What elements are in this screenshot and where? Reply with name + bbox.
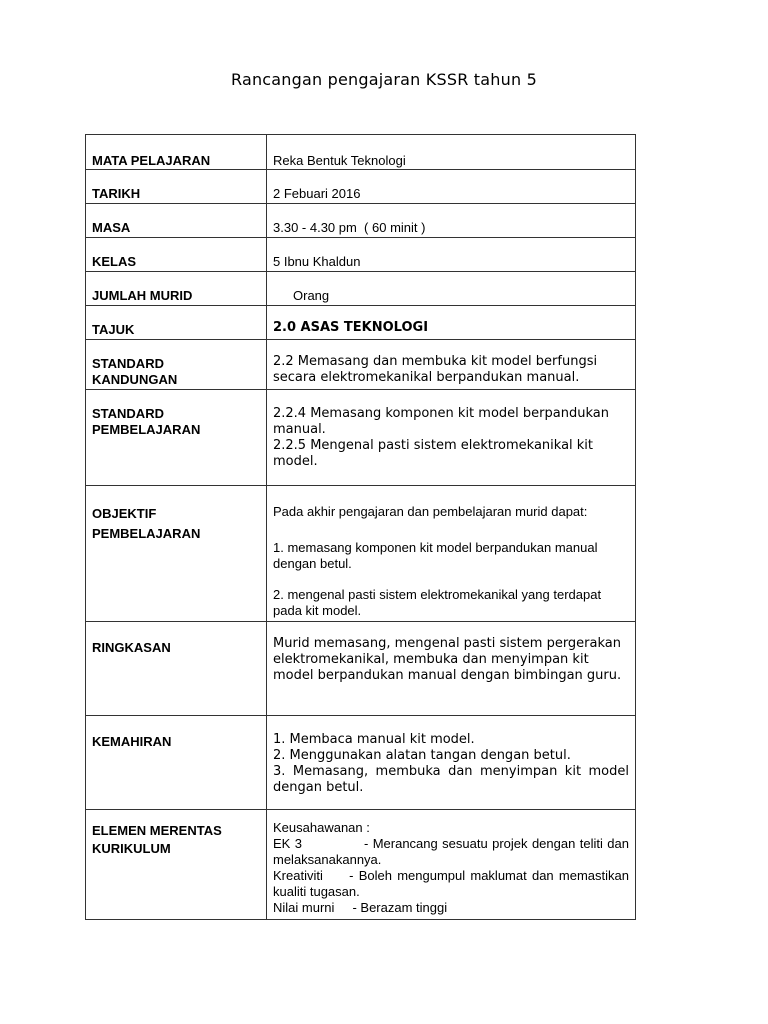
list-item: 1. memasang komponen kit model berpandukan manual dengan betul. [273,540,598,571]
label-standard-pembelajaran [86,390,267,486]
list-item: Nilai murni - Berazam tinggi [273,900,448,915]
list-item: 3. Memasang, membuka dan menyimpan kit model dengan betul. [273,764,629,795]
value-standard-pembelajaran [267,390,636,486]
table-row [86,204,636,238]
label-line: KURIKULUM [92,841,171,856]
list-item: Kreativiti - Boleh mengumpul maklumat dan memastikan kualiti tugasan. [273,868,637,899]
table-row [86,340,636,390]
label-line: STANDARD [92,406,164,421]
label-kemahiran: KEMAHIRAN [86,716,267,810]
table-row [86,486,636,622]
label-masa: MASA [86,204,267,238]
table-row [86,390,636,486]
value-masa: 3.30 - 4.30 pm ( 60 minit ) [267,204,636,238]
label-line: OBJEKTIF [92,506,157,521]
value-jumlah-murid: Orang [267,272,636,306]
label-jumlah-murid: JUMLAH MURID [86,272,267,306]
elemen-heading: Keusahawanan : [273,820,370,835]
label-line: ELEMEN MERENTAS [92,823,222,838]
value-tajuk: 2.0 ASAS TEKNOLOGI [267,306,636,340]
page-title: Rancangan pengajaran KSSR tahun 5 [231,70,537,89]
lesson-plan-table [85,134,636,920]
label-line: PEMBELAJARAN [92,526,201,541]
label-line: STANDARD [92,356,164,371]
value-ringkasan: Murid memasang, mengenal pasti sistem pergerakan elektromekanikal, membuka dan menyimpan kit model berpandukan manual dengan bimbingan guru. [267,622,636,716]
table-row [86,170,636,204]
table-row [86,272,636,306]
value-tarikh: 2 Febuari 2016 [267,170,636,204]
label-tarikh: TARIKH [86,170,267,204]
value-mata-pelajaran: Reka Bentuk Teknologi [267,135,636,170]
list-item: 2. mengenal pasti sistem elektromekanikal yang terdapat pada kit model. [273,587,602,618]
value-standard-kandungan: 2.2 Memasang dan membuka kit model berfungsi secara elektromekanikal berpandukan manual. [267,340,636,390]
label-tajuk: TAJUK [86,306,267,340]
label-kelas: KELAS [86,238,267,272]
label-standard-kandungan [86,340,267,390]
table-row [86,238,636,272]
list-item: 2. Menggunakan alatan tangan dengan betul. [273,748,571,763]
objective-intro: Pada akhir pengajaran dan pembelajaran murid dapat: [273,504,588,519]
label-line: KANDUNGAN [92,372,178,387]
label-objektif [86,486,267,622]
label-line: PEMBELAJARAN [92,422,201,437]
value-elemen [267,810,636,920]
list-item: 2.2.4 Memasang komponen kit model berpandukan manual. [273,406,609,437]
label-elemen [86,810,267,920]
label-ringkasan: RINGKASAN [86,622,267,716]
table-row [86,810,636,920]
table-row [86,622,636,716]
list-item: 1. Membaca manual kit model. [273,732,475,747]
list-item: EK 3 - Merancang sesuatu projek dengan teliti dan melaksanakannya. [273,836,633,867]
value-kemahiran [267,716,636,810]
label-mata-pelajaran: MATA PELAJARAN [86,135,267,170]
list-item: 2.2.5 Mengenal pasti sistem elektromekanikal kit model. [273,438,594,469]
table-row [86,135,636,170]
value-kelas: 5 Ibnu Khaldun [267,238,636,272]
value-objektif [267,486,636,622]
table-row [86,306,636,340]
table-row [86,716,636,810]
